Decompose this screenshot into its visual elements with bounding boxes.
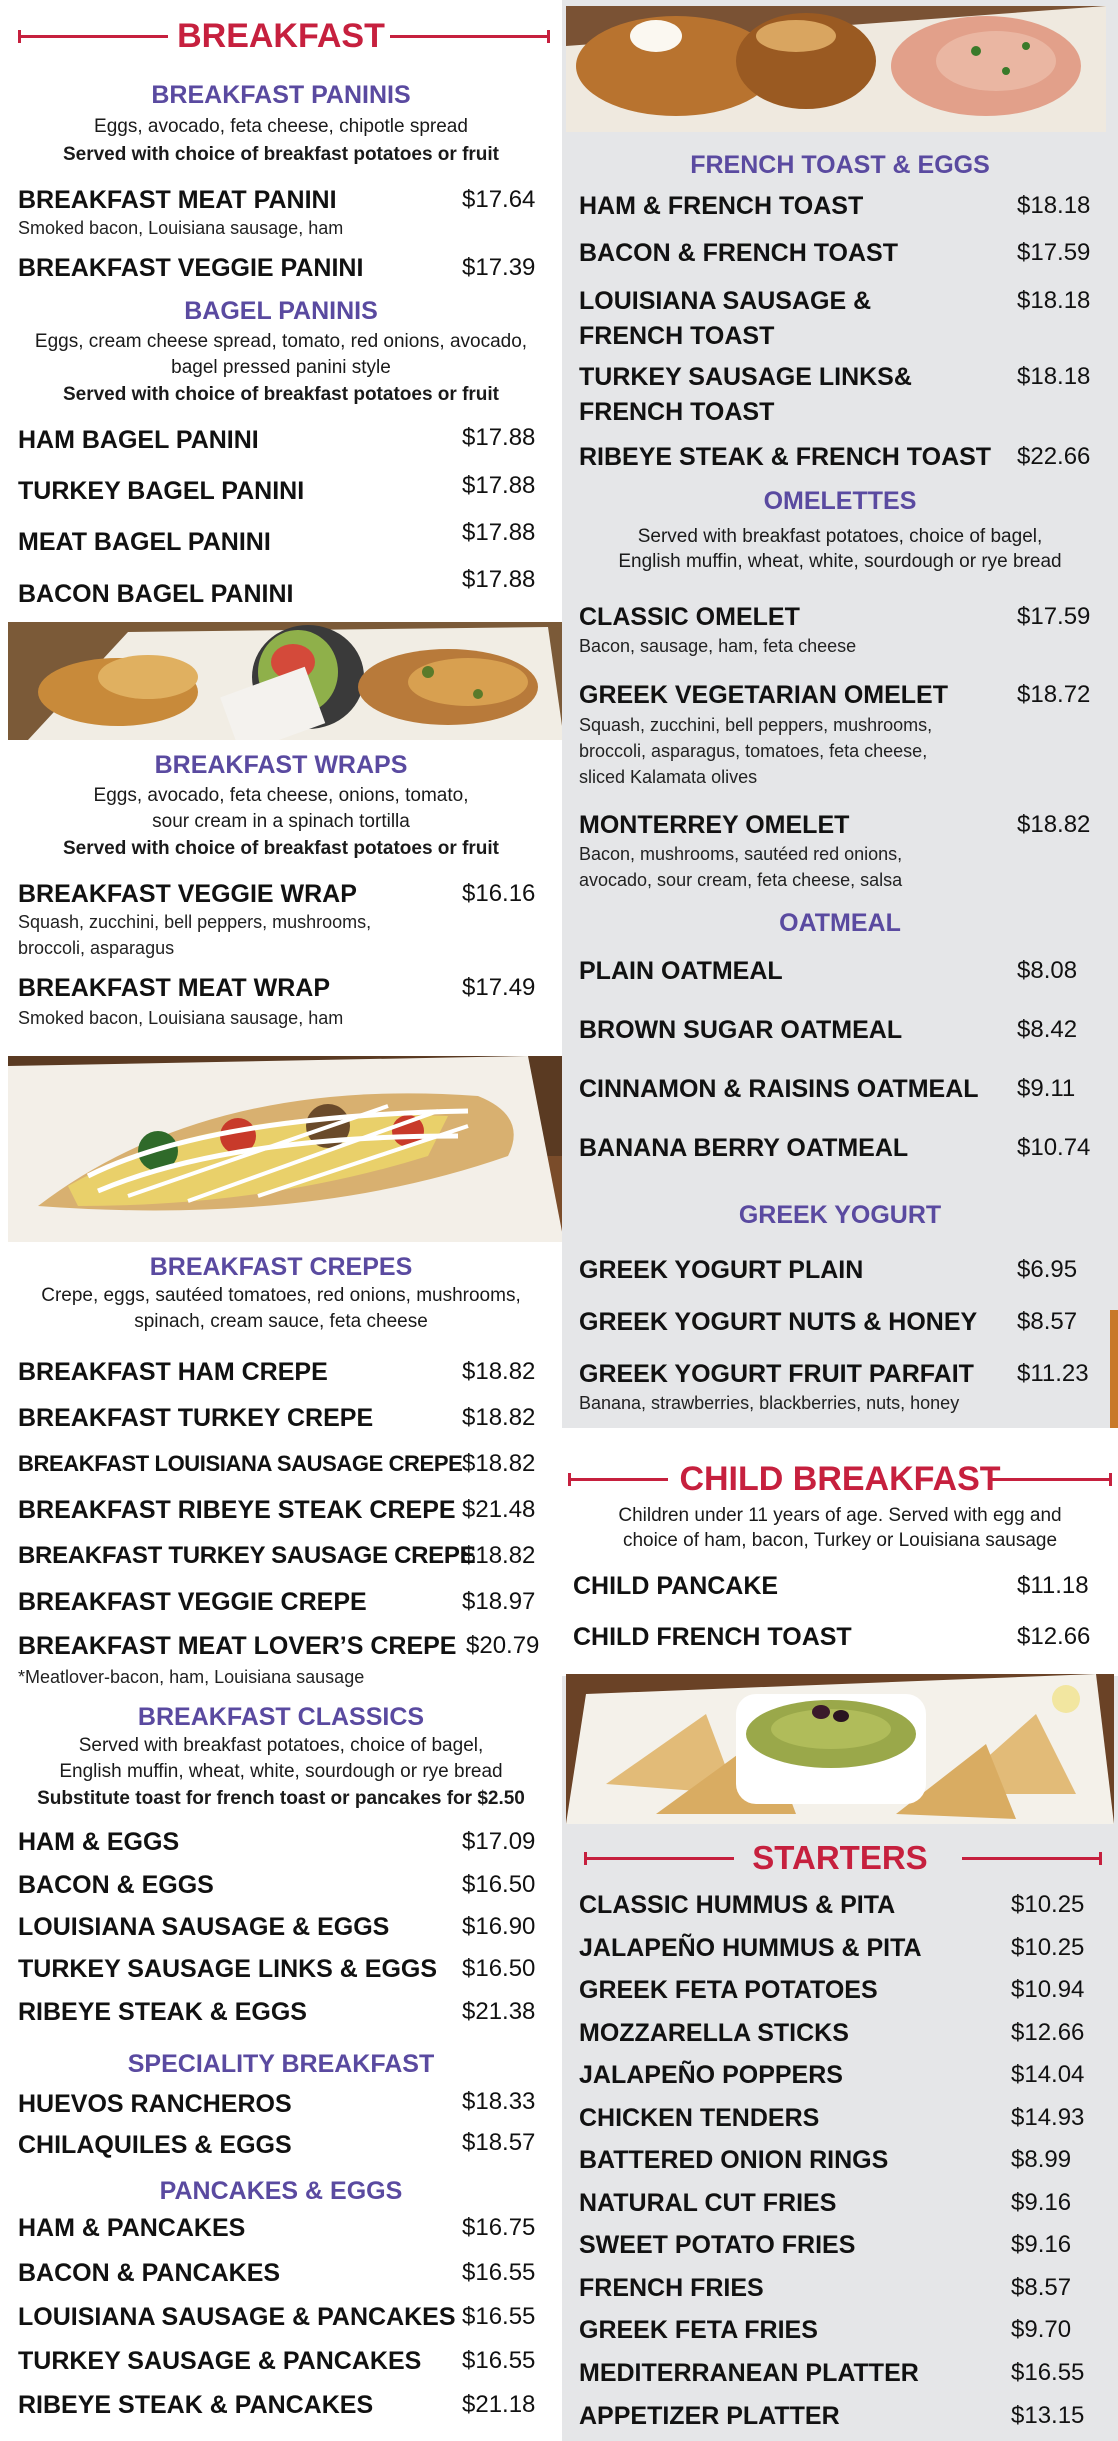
menu-item-price: $16.55 bbox=[1011, 2359, 1085, 2386]
menu-item-name: LOUISIANA SAUSAGE & PANCAKES bbox=[18, 2303, 456, 2331]
menu-item-name: TURKEY SAUSAGE LINKS & EGGS bbox=[18, 1955, 438, 1983]
menu-item-price: $17.88 bbox=[462, 424, 536, 451]
menu-item-name: GREEK YOGURT NUTS & HONEY bbox=[579, 1308, 978, 1336]
menu-item-name: CHILD PANCAKE bbox=[573, 1572, 779, 1600]
menu-item-name: CINNAMON & RAISINS OATMEAL bbox=[579, 1075, 979, 1103]
menu-item-price: $16.75 bbox=[462, 2214, 536, 2241]
menu-item-price: $12.66 bbox=[1017, 1623, 1091, 1650]
menu-item-name: BREAKFAST VEGGIE PANINI bbox=[18, 254, 364, 282]
menu-item-price: $9.16 bbox=[1011, 2231, 1072, 2258]
section-title-greek-yogurt: GREEK YOGURT bbox=[738, 1201, 942, 1229]
menu-item-price: $21.48 bbox=[462, 1496, 536, 1523]
menu-item-price: $6.95 bbox=[1017, 1256, 1078, 1283]
section-title-breakfast-paninis: BREAKFAST PANINIS bbox=[151, 81, 411, 109]
menu-item-price: $16.50 bbox=[462, 1955, 536, 1982]
menu-item-price: $12.66 bbox=[1011, 2019, 1085, 2046]
menu-item-name: CHICKEN TENDERS bbox=[579, 2104, 820, 2132]
menu-item-price: $16.55 bbox=[462, 2259, 536, 2286]
menu-item-price: $16.55 bbox=[462, 2347, 536, 2374]
menu-item-price: $18.82 bbox=[462, 1450, 536, 1477]
section-title-breakfast-classics: BREAKFAST CLASSICS bbox=[137, 1703, 425, 1731]
section-desc: spinach, cream sauce, feta cheese bbox=[134, 1311, 428, 1332]
menu-item-note: Smoked bacon, Louisiana sausage, ham bbox=[18, 218, 344, 238]
menu-item-price: $11.23 bbox=[1017, 1360, 1089, 1387]
section-desc: bagel pressed panini style bbox=[171, 357, 391, 378]
menu-item-price: $10.25 bbox=[1011, 1891, 1085, 1918]
menu-item-price: $16.16 bbox=[462, 880, 536, 907]
menu-item-price: $9.70 bbox=[1011, 2316, 1072, 2343]
menu-item-price: $18.82 bbox=[462, 1404, 536, 1431]
section-served-note: Served with choice of breakfast potatoes or fruit bbox=[62, 838, 500, 859]
menu-item-name: TURKEY SAUSAGE LINKS& bbox=[579, 363, 912, 391]
menu-item-name: LOUISIANA SAUSAGE & bbox=[579, 287, 872, 315]
section-desc: English muffin, wheat, white, sourdough or rye bread bbox=[618, 551, 1062, 572]
menu-item-price: $13.15 bbox=[1011, 2402, 1085, 2429]
menu-item-name: BACON & FRENCH TOAST bbox=[579, 239, 898, 267]
section-desc: English muffin, wheat, white, sourdough or rye bread bbox=[59, 1761, 503, 1782]
crepe-photo bbox=[8, 1056, 564, 1242]
panini-photo bbox=[8, 622, 564, 740]
section-desc: Children under 11 years of age. Served with egg and bbox=[618, 1505, 1062, 1526]
menu-item-note: broccoli, asparagus, tomatoes, feta cheese, bbox=[579, 741, 928, 761]
section-title-pancakes-eggs: PANCAKES & EGGS bbox=[159, 2177, 403, 2205]
menu-item-price: $9.11 bbox=[1017, 1075, 1076, 1102]
menu-item-name: BACON & PANCAKES bbox=[18, 2259, 281, 2287]
section-served-note: Served with choice of breakfast potatoes or fruit bbox=[62, 384, 500, 405]
menu-item-name: BANANA BERRY OATMEAL bbox=[579, 1134, 909, 1162]
menu-item-name: GREEK YOGURT PLAIN bbox=[579, 1256, 864, 1284]
menu-item-price: $18.57 bbox=[462, 2129, 536, 2156]
menu-item-price: $17.88 bbox=[462, 566, 536, 593]
menu-item-price: $17.88 bbox=[462, 472, 536, 499]
section-desc: Served with breakfast potatoes, choice of bagel, bbox=[637, 526, 1043, 547]
menu-item-price: $14.93 bbox=[1011, 2104, 1085, 2131]
menu-item-name: RIBEYE STEAK & EGGS bbox=[18, 1998, 307, 2026]
menu-item-name: NATURAL CUT FRIES bbox=[579, 2189, 837, 2217]
menu-item-name: APPETIZER PLATTER bbox=[579, 2402, 840, 2430]
menu-item-name: BACON & EGGS bbox=[18, 1871, 214, 1899]
menu-item-name: HAM & EGGS bbox=[18, 1828, 180, 1856]
menu-item-name: MONTERREY OMELET bbox=[579, 811, 850, 839]
menu-item-price: $8.99 bbox=[1011, 2146, 1072, 2173]
right-column bbox=[562, 0, 1118, 2441]
menu-item-price: $22.66 bbox=[1017, 443, 1091, 470]
menu-item-name: JALAPEÑO HUMMUS & PITA bbox=[579, 1934, 922, 1962]
child-breakfast-banner bbox=[562, 1459, 1118, 1499]
menu-item-price: $21.38 bbox=[462, 1998, 536, 2025]
menu-item-note: sliced Kalamata olives bbox=[579, 767, 758, 787]
menu-item-name: CHILAQUILES & EGGS bbox=[18, 2131, 292, 2159]
section-title-bagel-paninis: BAGEL PANINIS bbox=[184, 297, 378, 325]
menu-item-note: *Meatlover-bacon, ham, Louisiana sausage bbox=[18, 1667, 365, 1687]
menu-item-name: BROWN SUGAR OATMEAL bbox=[579, 1016, 903, 1044]
menu-item-name: BREAKFAST MEAT LOVER’S CREPE bbox=[18, 1632, 457, 1660]
section-desc: Crepe, eggs, sautéed tomatoes, red onions, mushrooms, bbox=[41, 1285, 521, 1306]
menu-item-name: MOZZARELLA STICKS bbox=[579, 2019, 849, 2047]
menu-item-price: $16.90 bbox=[462, 1913, 536, 1940]
breakfast-banner bbox=[0, 16, 562, 56]
menu-item-price: $8.57 bbox=[1017, 1308, 1078, 1335]
menu-item-price: $14.04 bbox=[1011, 2061, 1085, 2088]
menu-item-price: $17.64 bbox=[462, 186, 536, 213]
menu-item-name: LOUISIANA SAUSAGE & EGGS bbox=[18, 1913, 390, 1941]
menu-item-price: $17.09 bbox=[462, 1828, 536, 1855]
menu-item-price: $18.18 bbox=[1017, 287, 1091, 314]
menu-item-price: $21.18 bbox=[462, 2391, 536, 2418]
menu-item-name: TURKEY BAGEL PANINI bbox=[18, 477, 305, 505]
menu-item-name: CLASSIC OMELET bbox=[579, 603, 800, 631]
menu-item-name: SWEET POTATO FRIES bbox=[579, 2231, 856, 2259]
menu-item-price: $18.72 bbox=[1017, 681, 1091, 708]
section-title-omelettes: OMELETTES bbox=[763, 487, 917, 515]
menu-item-price: $18.82 bbox=[462, 1358, 536, 1385]
menu-item-note: Smoked bacon, Louisiana sausage, ham bbox=[18, 1008, 344, 1028]
section-title-breakfast-crepes: BREAKFAST CREPES bbox=[149, 1253, 413, 1281]
starters-banner bbox=[562, 1838, 1118, 1878]
section-desc: Eggs, cream cheese spread, tomato, red onions, avocado, bbox=[34, 331, 528, 352]
menu-item-name: FRENCH TOAST bbox=[579, 322, 775, 350]
menu-item-note: avocado, sour cream, feta cheese, salsa bbox=[579, 870, 903, 890]
menu-item-price: $11.18 bbox=[1017, 1572, 1089, 1599]
menu-item-name: HAM & FRENCH TOAST bbox=[579, 192, 864, 220]
section-desc: sour cream in a spinach tortilla bbox=[152, 811, 410, 832]
section-title-french-toast-eggs: FRENCH TOAST & EGGS bbox=[690, 151, 990, 179]
menu-item-price: $17.59 bbox=[1017, 239, 1091, 266]
section-substitute-note: Substitute toast for french toast or pancakes for $2.50 bbox=[37, 1788, 525, 1809]
starters-title: STARTERS bbox=[752, 1839, 928, 1876]
french-toast-photo bbox=[566, 6, 1106, 132]
menu-item-name: JALAPEÑO POPPERS bbox=[579, 2061, 843, 2089]
menu-item-name: HAM & PANCAKES bbox=[18, 2214, 246, 2242]
section-title-speciality-breakfast: SPECIALITY BREAKFAST bbox=[127, 2050, 435, 2078]
menu-item-name: GREEK FETA POTATOES bbox=[579, 1976, 878, 2004]
section-desc: choice of ham, bacon, Turkey or Louisiana sausage bbox=[622, 1530, 1058, 1551]
menu-item-price: $18.18 bbox=[1017, 192, 1091, 219]
menu-item-price: $10.94 bbox=[1011, 1976, 1085, 2003]
section-served-note: Served with choice of breakfast potatoes or fruit bbox=[62, 144, 500, 165]
hummus-photo bbox=[566, 1674, 1114, 1824]
menu-item-price: $8.08 bbox=[1017, 957, 1078, 984]
menu-item-price: $10.25 bbox=[1011, 1934, 1085, 1961]
menu-item-name: FRENCH TOAST bbox=[579, 398, 775, 426]
menu-item-note: broccoli, asparagus bbox=[18, 938, 175, 958]
menu-item-name: CLASSIC HUMMUS & PITA bbox=[579, 1891, 896, 1919]
menu-item-price: $17.59 bbox=[1017, 603, 1091, 630]
menu-item-price: $17.49 bbox=[462, 974, 536, 1001]
menu-item-price: $18.82 bbox=[1017, 811, 1091, 838]
menu-item-name: HUEVOS RANCHEROS bbox=[18, 2090, 292, 2118]
menu-item-name: BATTERED ONION RINGS bbox=[579, 2146, 889, 2174]
menu-item-name: CHILD FRENCH TOAST bbox=[573, 1623, 852, 1651]
menu-item-name: BREAKFAST LOUISIANA SAUSAGE CREPE bbox=[18, 1451, 463, 1476]
menu-item-name: GREEK FETA FRIES bbox=[579, 2316, 818, 2344]
menu-item-price: $16.55 bbox=[462, 2303, 536, 2330]
menu-item-price: $16.50 bbox=[462, 1871, 536, 1898]
menu-item-price: $17.39 bbox=[462, 254, 536, 281]
menu-item-name: RIBEYE STEAK & FRENCH TOAST bbox=[579, 443, 992, 471]
menu-item-name: BREAKFAST MEAT WRAP bbox=[18, 974, 331, 1002]
menu-item-name: MEDITERRANEAN PLATTER bbox=[579, 2359, 919, 2387]
section-title-oatmeal: OATMEAL bbox=[779, 909, 901, 937]
menu-item-name: BREAKFAST VEGGIE WRAP bbox=[18, 880, 357, 908]
menu-item-name: BACON BAGEL PANINI bbox=[18, 580, 294, 608]
section-desc: Served with breakfast potatoes, choice of bagel, bbox=[78, 1735, 484, 1756]
menu-item-name: BREAKFAST MEAT PANINI bbox=[18, 186, 337, 214]
menu-item-name: BREAKFAST TURKEY CREPE bbox=[18, 1404, 374, 1432]
menu-item-price: $8.42 bbox=[1017, 1016, 1078, 1043]
menu-item-note: Bacon, mushrooms, sautéed red onions, bbox=[579, 844, 903, 864]
menu-item-price: $18.18 bbox=[1017, 363, 1091, 390]
menu-item-name: FRENCH FRIES bbox=[579, 2274, 764, 2302]
menu-item-name: HAM BAGEL PANINI bbox=[18, 426, 259, 454]
menu-item-price: $8.57 bbox=[1011, 2274, 1072, 2301]
section-title-breakfast-wraps: BREAKFAST WRAPS bbox=[154, 751, 408, 779]
menu-item-name: BREAKFAST RIBEYE STEAK CREPE bbox=[18, 1496, 456, 1524]
menu-item-note: Squash, zucchini, bell peppers, mushrooms, bbox=[579, 715, 933, 735]
menu-item-price: $9.16 bbox=[1011, 2189, 1072, 2216]
menu-item-price: $18.97 bbox=[462, 1588, 536, 1615]
menu-item-name: TURKEY SAUSAGE & PANCAKES bbox=[18, 2347, 422, 2375]
menu-item-note: Squash, zucchini, bell peppers, mushrooms, bbox=[18, 912, 372, 932]
menu-item-price: $18.33 bbox=[462, 2088, 536, 2115]
menu-item-name: BREAKFAST TURKEY SAUSAGE CREPE bbox=[18, 1542, 476, 1569]
menu-item-name: BREAKFAST HAM CREPE bbox=[18, 1358, 328, 1386]
menu-item-name: MEAT BAGEL PANINI bbox=[18, 528, 271, 556]
menu-item-price: $18.82 bbox=[462, 1542, 536, 1569]
menu-item-name: RIBEYE STEAK & PANCAKES bbox=[18, 2391, 374, 2419]
menu-item-name: GREEK YOGURT FRUIT PARFAIT bbox=[579, 1360, 974, 1388]
section-desc: Eggs, avocado, feta cheese, onions, tomato, bbox=[93, 785, 469, 806]
menu-item-price: $10.74 bbox=[1017, 1134, 1091, 1161]
menu-item-note: Bacon, sausage, ham, feta cheese bbox=[579, 636, 857, 656]
menu-item-price: $17.88 bbox=[462, 519, 536, 546]
menu-item-name: PLAIN OATMEAL bbox=[579, 957, 783, 985]
breakfast-title: BREAKFAST bbox=[177, 17, 385, 55]
menu-item-note: Banana, strawberries, blackberries, nuts, honey bbox=[579, 1393, 960, 1413]
menu-item-price: $20.79 bbox=[466, 1632, 540, 1659]
menu-item-name: GREEK VEGETARIAN OMELET bbox=[579, 681, 949, 709]
section-desc: Eggs, avocado, feta cheese, chipotle spread bbox=[94, 116, 468, 137]
child-breakfast-title: CHILD BREAKFAST bbox=[679, 1460, 1001, 1498]
menu-item-name: BREAKFAST VEGGIE CREPE bbox=[18, 1588, 367, 1616]
